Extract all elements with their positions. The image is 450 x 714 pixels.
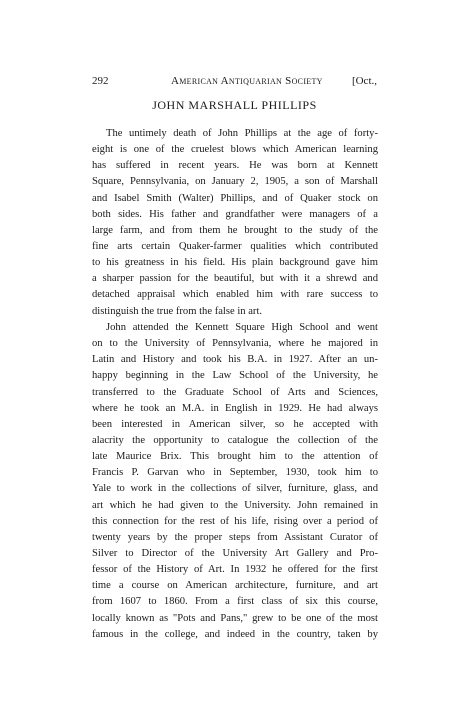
paragraph-line: transferred to the Graduate School of Arts and Sciences, <box>92 386 378 398</box>
paragraph-line: fine arts certain Quaker-farmer qualities which contributed <box>92 240 378 252</box>
paragraph-line: this connection for the rest of his life, rising over a period of <box>92 515 378 527</box>
paragraph-line: twenty years by the proper steps from Assistant Curator of <box>92 531 378 543</box>
paragraph-line: eight is one of the cruelest blows which American learning <box>92 144 378 156</box>
paragraph-line: Square, Pennsylvania, on January 2, 1905, a son of Marshall <box>92 176 378 188</box>
paragraph-line: and Isabel Smith (Walter) Phillips, and of Quaker stock on <box>92 192 378 204</box>
paragraph-line: a sharper passion for the beautiful, but with it a shrewd and <box>92 273 378 285</box>
paragraph-line: art which he had given to the University. John remained in <box>92 499 378 511</box>
paragraph-line: Silver to Director of the University Art Gallery and Pro- <box>92 547 378 559</box>
paragraph-line: late Maurice Brix. This brought him to the attention of <box>92 451 378 463</box>
paragraph-line: large farm, and from them he brought to the study of the <box>92 224 378 236</box>
paragraph-line: happy beginning in the Law School of the University, he <box>92 370 378 382</box>
paragraph-line: detached appraisal which enabled him with rare success to <box>92 289 378 301</box>
article-title: JOHN MARSHALL PHILLIPS <box>152 98 317 112</box>
paragraph-line: Yale to work in the collections of silver, furniture, glass, and <box>92 483 378 495</box>
paragraph-line: John attended the Kennett Square High School and went <box>106 322 378 333</box>
paragraph-line: Francis P. Garvan who in September, 1930, took him to <box>92 467 378 479</box>
paragraph-line: both sides. His father and grandfather were managers of a <box>92 208 378 220</box>
paragraph-line: from 1607 to 1860. From a first class of six this course, <box>92 596 378 608</box>
journal-title: American Antiquarian Society <box>171 75 323 87</box>
paragraph-line: fessor of the History of Art. In 1932 he offered for the first <box>92 564 378 576</box>
paragraph-line: locally known as "Pots and Pans," grew to be one of the most <box>92 612 378 624</box>
paragraph-line: The untimely death of John Phillips at the age of forty- <box>106 128 378 139</box>
paragraph-1 <box>92 126 378 320</box>
paragraph-line: famous in the college, and indeed in the country, taken by <box>92 628 378 640</box>
paragraph-line: has suffered in recent years. He was born at Kennett <box>92 160 378 172</box>
paragraph-line: been interested in American silver, so he accepted with <box>92 418 378 430</box>
page-number: 292 <box>92 75 109 87</box>
running-head <box>92 73 377 89</box>
paragraph-line: time a course on American architecture, furniture, and art <box>92 580 378 592</box>
paragraph-line: to his greatness in his field. His plain background gave him <box>92 257 378 269</box>
paragraph-line: alacrity the opportunity to catalogue the collection of the <box>92 434 378 446</box>
paragraph-line: on to the University of Pennsylvania, where he majored in <box>92 338 378 350</box>
paragraph-line: where he took an M.A. in English in 1929. He had always <box>92 402 378 414</box>
paragraph-line: distinguish the true from the false in art. <box>92 305 263 317</box>
issue-month: [Oct., <box>351 75 377 87</box>
paragraph-2 <box>92 320 378 643</box>
paragraph-line: Latin and History and took his B.A. in 1927. After an un- <box>92 354 378 366</box>
